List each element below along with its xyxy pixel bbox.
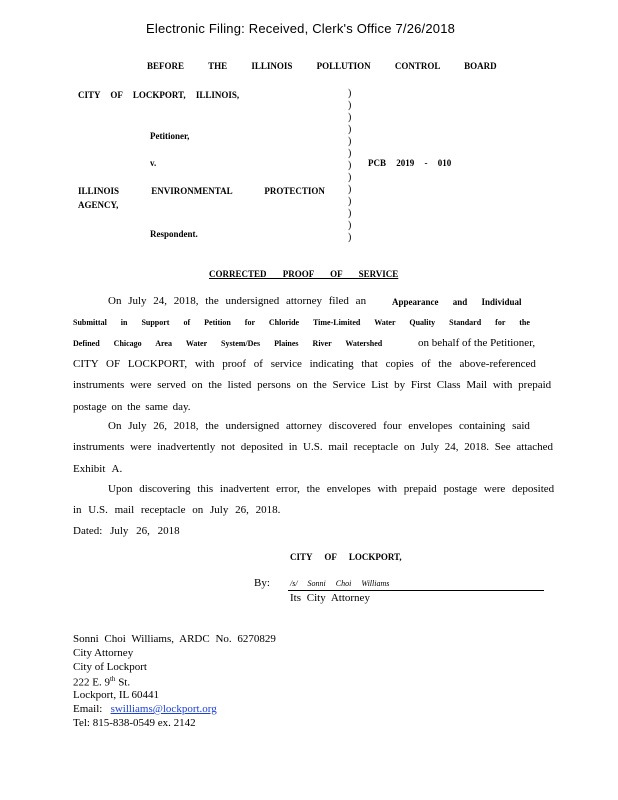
p3-line1: Upon discovering this inadvertent error, the envelopes with prepaid postage were deposited [108, 483, 555, 495]
signature-role: Its City Attorney [290, 592, 370, 604]
versus-label: v. [150, 158, 157, 168]
p1-line4: CITY OF LOCKPORT, with proof of service indicating that copies of the above-referenced [73, 358, 536, 370]
caption-bracket: ) ) ) ) ) ) ) ) ) ) ) ) ) [348, 88, 352, 243]
by-label: By: [254, 577, 270, 589]
contact-tel: Tel: 815-838-0549 ex. 2142 [73, 717, 196, 729]
document-title: CORRECTED PROOF OF SERVICE [209, 269, 399, 279]
email-label: Email: [73, 703, 103, 715]
street-number: 222 E. 9 [73, 676, 110, 689]
petitioner-role: Petitioner, [150, 131, 190, 141]
contact-org: City of Lockport [73, 661, 147, 673]
p1-line1-b: Appearance and Individual [392, 297, 522, 307]
contact-title: City Attorney [73, 647, 134, 659]
p3-line2: in U.S. mail receptacle on July 26, 2018. [73, 504, 281, 516]
filing-stamp: Electronic Filing: Received, Clerk's Office 7/26/2018 [146, 21, 456, 36]
p1-line6: postage on the same day. [73, 401, 191, 413]
respondent-role: Respondent. [150, 229, 198, 239]
p2-line2: instruments were inadvertently not deposited in U.S. mail receptacle on July 24, 2018. See attached [73, 441, 554, 453]
signature-entity: CITY OF LOCKPORT, [290, 552, 402, 562]
signature-rule [288, 590, 544, 591]
email-link[interactable]: swilliams@lockport.org [110, 703, 217, 715]
p2-line3: Exhibit A. [73, 463, 123, 475]
p2-line1: On July 26, 2018, the undersigned attorney discovered four envelopes containing said [108, 420, 530, 432]
p1-line5: instruments were served on the listed persons on the Service List by First Class Mail with prepaid [73, 379, 552, 391]
respondent-name-line1: ILLINOIS ENVIRONMENTAL PROTECTION [78, 186, 325, 196]
contact-name-ardc: Sonni Choi Williams, ARDC No. 6270829 [73, 633, 276, 645]
respondent-name-line2: AGENCY, [78, 200, 119, 210]
petitioner-name: CITY OF LOCKPORT, ILLINOIS, [78, 90, 240, 100]
p1-line1-a: On July 24, 2018, the undersigned attorney filed an [108, 295, 367, 307]
case-number: PCB 2019 - 010 [368, 158, 452, 168]
street-suffix: St. [118, 676, 131, 689]
street-ordinal: th [109, 675, 116, 683]
p1-line3-a: Defined Chicago Area Water System/Des Plaines River Watershed [73, 339, 383, 348]
dated-line: Dated: July 26, 2018 [73, 525, 180, 537]
contact-email-row [73, 703, 217, 715]
p1-line3-b: on behalf of the Petitioner, [418, 337, 536, 349]
board-heading: BEFORE THE ILLINOIS POLLUTION CONTROL BOARD [147, 61, 497, 71]
signature-line: /s/ Sonni Choi Williams [290, 579, 390, 588]
contact-city: Lockport, IL 60441 [73, 689, 160, 701]
contact-street [73, 675, 130, 689]
p1-line2: Submittal in Support of Petition for Chloride Time-Limited Water Quality Standard for the [73, 318, 530, 327]
